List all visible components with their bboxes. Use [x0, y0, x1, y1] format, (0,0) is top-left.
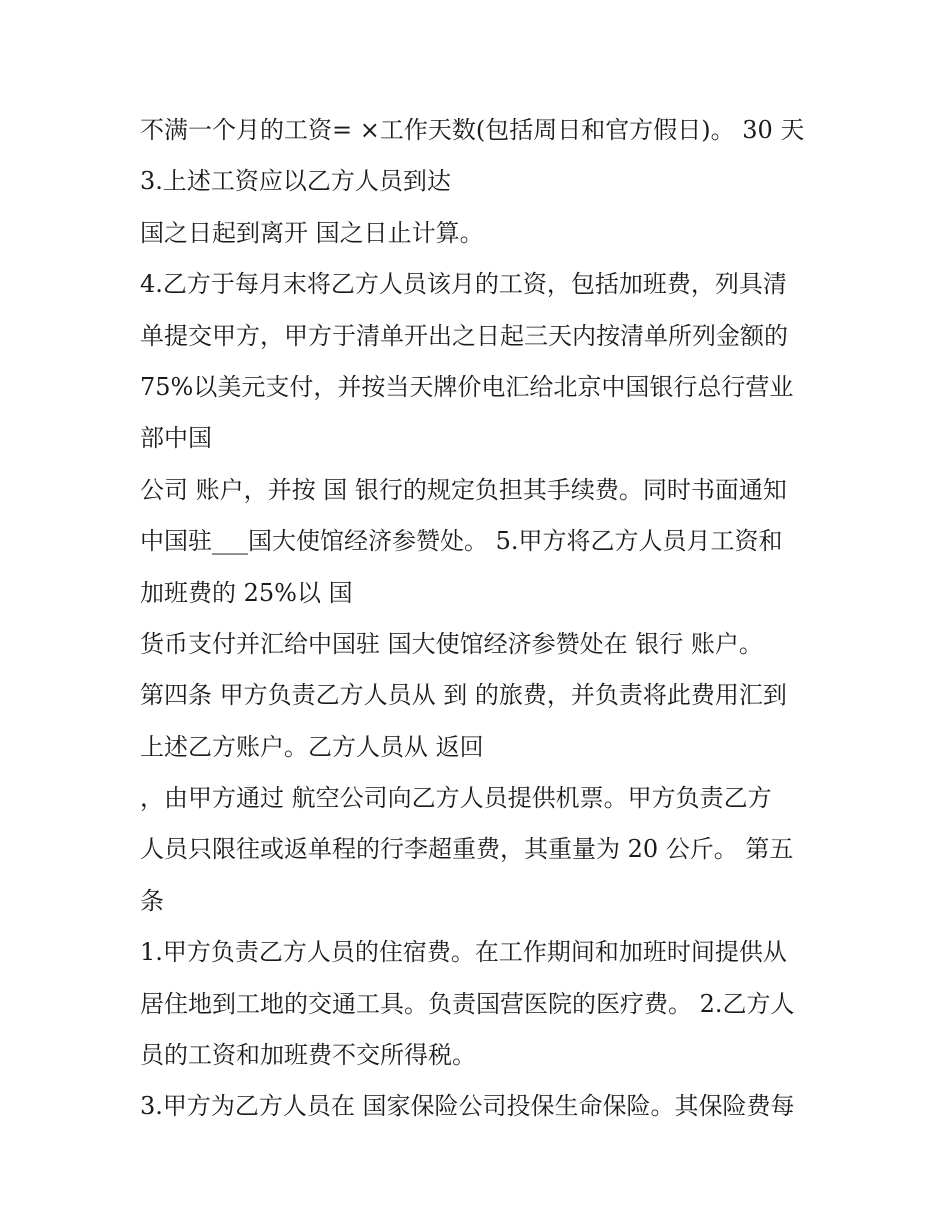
text-line: 3.上述工资应以乙方人员到达 — [140, 167, 451, 196]
text-line: 4.乙方于每月末将乙方人员该月的工资，包括加班费，列具清 — [140, 270, 787, 299]
text-line: 75%以美元支付，并按当天牌价电汇给北京中国银行总行营业 — [140, 372, 794, 401]
text-line: 上述乙方账户。乙方人员从 返回 — [140, 732, 484, 761]
text-line: 员的工资和加班费不交所得税。 — [140, 1041, 476, 1070]
text-line: 货币支付并汇给中国驻 国大使馆经济参赞处在 银行 账户。 — [140, 629, 763, 658]
text-line: 1.甲方负责乙方人员的住宿费。在工作期间和加班时间提供从 — [140, 938, 787, 967]
text-line: 部中国 — [140, 424, 212, 453]
text-line: 中国驻___国大使馆经济参赞处。 5.甲方将乙方人员月工资和 — [140, 527, 783, 556]
text-line: 公司 账户，并按 国 银行的规定负担其手续费。同时书面通知 — [140, 475, 787, 504]
text-line: 人员只限往或返单程的行李超重费，其重量为 20 公斤。 第五 — [140, 835, 794, 864]
text-line: 条 — [140, 886, 164, 915]
text-line: 3.甲方为乙方人员在 国家保险公司投保生命保险。其保险费每 — [140, 1092, 795, 1121]
text-line: 单提交甲方，甲方于清单开出之日起三天内按清单所列金额的 — [140, 321, 788, 350]
document-body — [140, 110, 830, 1138]
text-line: 居住地到工地的交通工具。负责国营医院的医疗费。 2.乙方人 — [140, 989, 795, 1018]
text-line: ，由甲方通过 航空公司向乙方人员提供机票。甲方负责乙方 — [140, 784, 772, 813]
text-line: 第四条 甲方负责乙方人员从 到 的旅费，并负责将此费用汇到 — [140, 681, 787, 710]
text-line: 国之日起到离开 国之日止计算。 — [140, 218, 484, 247]
text-line: 加班费的 25%以 国 — [140, 578, 353, 607]
text-line: 不满一个月的工资= ×工作天数(包括周日和官方假日)。 30 天 — [140, 116, 805, 144]
